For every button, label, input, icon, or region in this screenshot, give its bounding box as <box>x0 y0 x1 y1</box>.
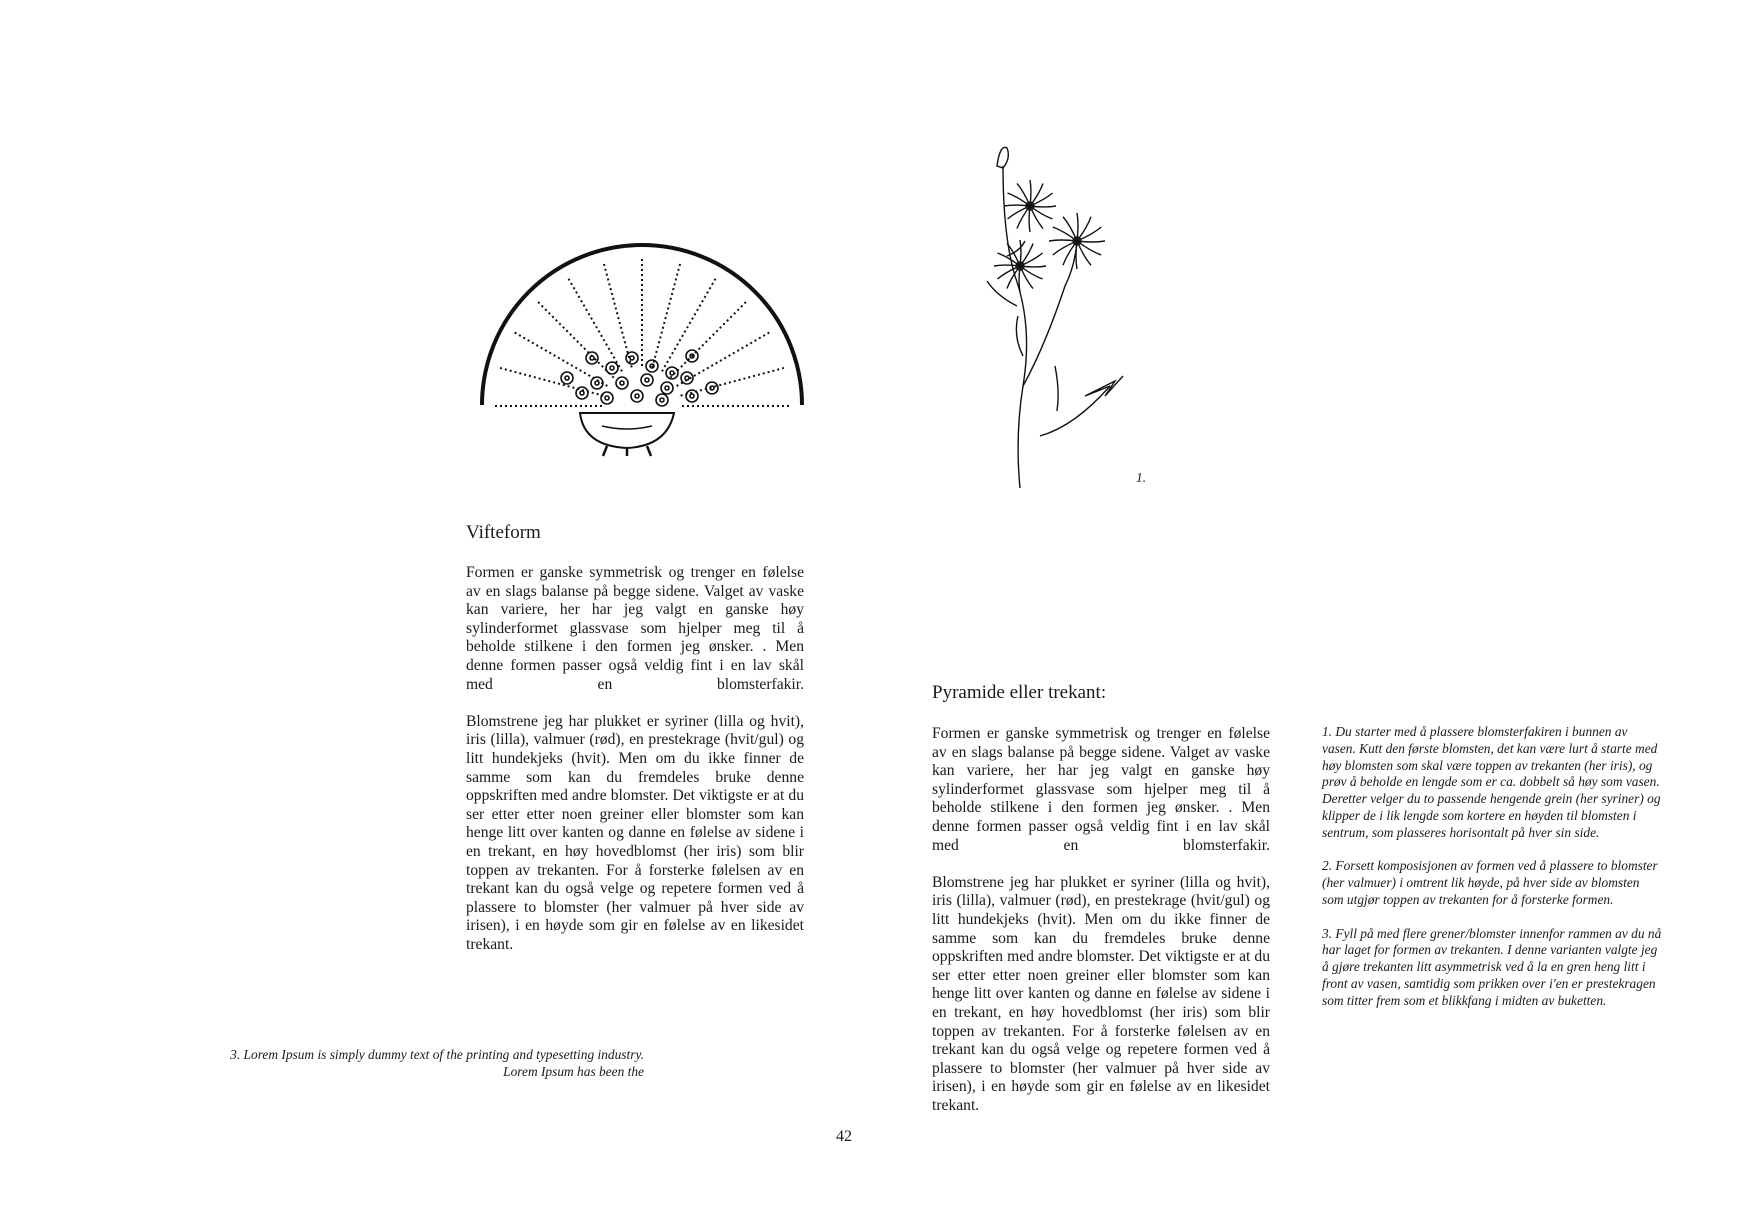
page-number: 42 <box>836 1128 852 1145</box>
left-paragraph-2: Blomstrene jeg har plukket er syriner (lilla og hvit), iris (lilla), valmuer (rød), en prestekrage (hvit/gul) og litt hundekjeks (hvit). Men om du ikke finner de samme som kan du fremdeles bruke denne oppskriften med andre blomster. Det viktigste er at du ser etter etter noen greiner eller blomster som kan henge litt over kanten og danne en følelse av sidene i en trekant, en høy hovedblomst (her iris) som blir toppen av trekanten. For å forsterke følelsen av en trekant kan du også velge og repetere formen ved å plassere to blomster (her valmuer på hver side av irisen), i en høyde som gir en følelse av en likesidet trekant. <box>466 712 804 953</box>
instruction-notes <box>1322 724 1662 1010</box>
right-paragraph-1: Formen er ganske symmetrisk og trenger en følelse av en slags balanse på begge sidene. Valget av vaske kan variere, her har jeg valgt en ganske høy sylinderformet glassvase som hjelper meg til å beholde stilkene i den formen jeg ønsker. . Men denne formen passer også veldig fint i en lav skål med en blomsterfakir. <box>932 725 1270 854</box>
instruction-note-1: 1. Du starter med å plassere blomsterfakiren i bunnen av vasen. Kutt den første blomsten, det kan være lurt å starte med høy blomsten som skal være toppen av trekanten (her iris), og prøv å beholde en lengde som er ca. dobbelt så høy som vasen. Deretter velger du to passende hengende grein (her syriner) og klipper de i lik lengde som kortere en høyden til blomsten i sentrum, som plasseres horisontalt på hver sin side. <box>1322 724 1661 840</box>
footnote: 3. Lorem Ipsum is simply dummy text of the printing and typesetting industry. Lorem Ipsum has been the <box>230 1047 644 1079</box>
flower-sketch-illustration <box>945 136 1165 496</box>
instruction-note-2: 2. Forsett komposisjonen av formen ved å plassere to blomster (her valmuer) i omtrent lik høyde, på hver side av blomsten som utgjør toppen av trekanten for å forsterke formen. <box>1322 858 1658 907</box>
left-paragraph-1: Formen er ganske symmetrisk og trenger en følelse av en slags balanse på begge sidene. Valget av vaske kan variere, her har jeg valgt en ganske høy sylinderformet glassvase som hjelper meg til å beholde stilkene i den formen jeg ønsker. . Men denne formen passer også veldig fint i en lav skål med en blomsterfakir. <box>466 564 804 693</box>
section-heading-vifteform: Vifteform <box>466 522 541 543</box>
section-heading-pyramide: Pyramide eller trekant: <box>932 682 1107 703</box>
fan-arrangement-illustration <box>462 228 812 460</box>
right-body-text <box>932 725 1270 1115</box>
right-paragraph-2: Blomstrene jeg har plukket er syriner (lilla og hvit), iris (lilla), valmuer (rød), en prestekrage (hvit/gul) og litt hundekjeks (hvit). Men om du ikke finner de samme som kan du fremdeles bruke denne oppskriften med andre blomster. Det viktigste er at du ser etter etter noen greiner eller blomster som kan henge litt over kanten og danne en følelse av sidene i en trekant, en høy hovedblomst (her iris) som blir toppen av trekanten. For å forsterke følelsen av en trekant kan du også velge og repetere formen ved å plassere to blomster (her valmuer på hver side av irisen), i en høyde som gir en følelse av en likesidet trekant. <box>932 873 1270 1114</box>
left-body-text <box>466 564 804 954</box>
figure-caption: 1. <box>1136 470 1147 485</box>
instruction-note-3: 3. Fyll på med flere grener/blomster innenfor rammen av du nå har laget for formen av trekanten. I denne varianten valgte jeg å gjøre trekanten litt asymmetrisk ved å la en gren heng litt i front av vasen, samtidig som prikken over i'en er prestekragen som titter frem som et blikkfang i midten av buketten. <box>1322 925 1662 1008</box>
